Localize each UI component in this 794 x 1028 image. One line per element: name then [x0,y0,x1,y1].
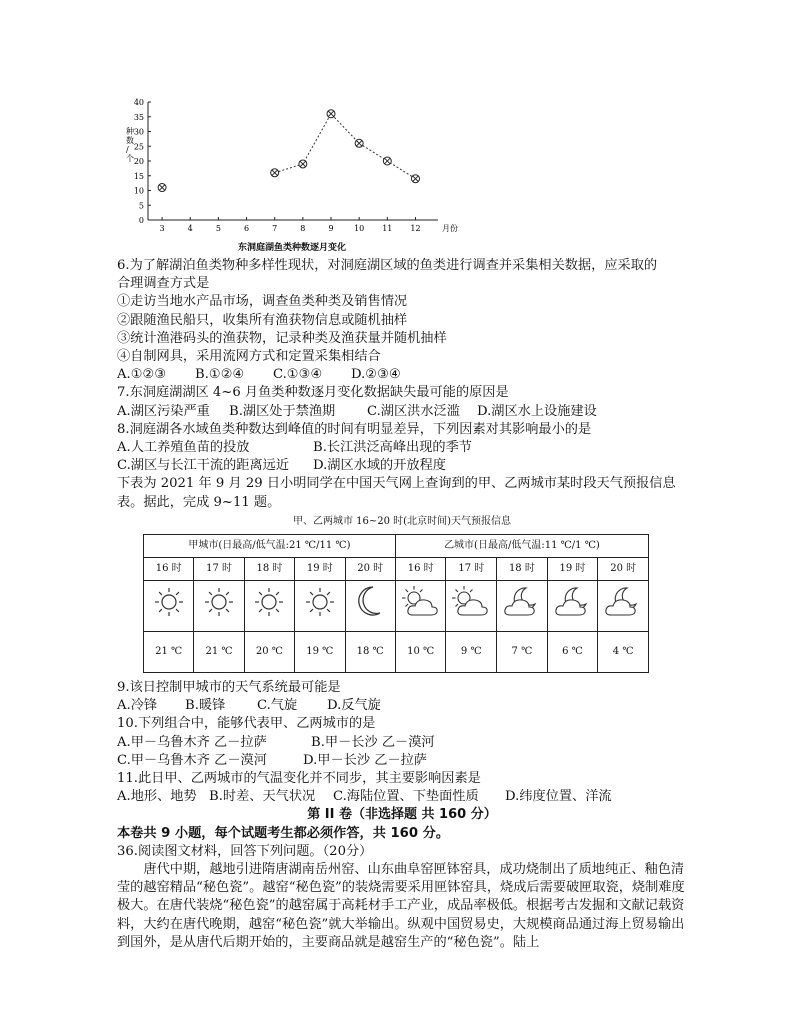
q10-choice-b[interactable]: B.甲－长沙 乙－漠河 [311,734,435,750]
temp-cell: 9 ℃ [446,632,497,673]
icon-cell [395,581,446,632]
y-axis-label: 种数/个 [126,127,134,163]
city-b-header: 乙城市(日最高/低气温:11 ℃/1 ℃) [395,535,648,558]
sun-cloud-icon [401,585,441,626]
q6-choice-b[interactable]: B.①②④ [195,367,245,383]
x-tick-label: 11 [382,224,393,233]
x-tick-label: 8 [300,224,306,233]
series-line [275,114,416,179]
chart-plot [118,92,458,242]
q6-choice-d[interactable]: D.②③④ [351,367,401,383]
weather-table-title: 甲、乙两城市 16~20 时(北京时间)天气预报信息 [293,515,511,527]
q7-choice-d[interactable]: D.湖区水上设施建设 [477,403,597,419]
q10-stem: 10.下列组合中，能够代表甲、乙两城市的是 [117,716,376,732]
q7-stem: 7.东洞庭湖湖区 4~6 月鱼类种数逐月变化数据缺失最可能的原因是 [117,385,509,401]
sun-icon [202,585,236,626]
q6-choice-c[interactable]: C.①③④ [273,367,323,383]
hour-cell: 18 时 [497,558,548,581]
x-tick-label: 7 [272,224,278,233]
q11-choice-b[interactable]: B.时差、天气状况 [209,789,316,805]
sun-icon [152,585,186,626]
intro-line1: 下表为 2021 年 9 月 29 日小明同学在中国天气网上查询到的甲、乙两城市某时段天气预报信息 [117,476,676,492]
q8-choice-a[interactable]: A.人工养殖鱼苗的投放 [117,440,250,456]
q11-choice-d[interactable]: D.纬度位置、洋流 [505,789,612,805]
q6-option-3: ③统计渔港码头的渔获物，记录种类及渔获量并随机抽样 [117,330,447,346]
q11-stem: 11.此日甲、乙两城市的气温变化并不同步，其主要影响因素是 [117,771,481,787]
hour-cell: 16 时 [395,558,446,581]
temp-cell: 6 ℃ [547,632,598,673]
temp-cell: 4 ℃ [598,632,649,673]
temp-cell: 21 ℃ [144,632,194,673]
q9-choice-a[interactable]: A.冷锋 [117,698,158,714]
q9-choice-b[interactable]: B.暖锋 [185,698,226,714]
hour-cell: 20 时 [345,558,395,581]
temp-cell: 7 ℃ [497,632,548,673]
icon-cell [244,581,294,632]
y-tick-label: 15 [133,171,144,181]
temp-cell: 19 ℃ [295,632,345,673]
moon-icon [353,584,387,627]
x-tick-label: 6 [243,224,250,233]
temp-cell: 21 ℃ [194,632,244,673]
q10-choices-row2 [117,752,687,770]
q10-choice-a[interactable]: A.甲－乌鲁木齐 乙－拉萨 [117,734,267,750]
hours-row [144,558,649,581]
q8-choices-row2 [117,457,687,475]
q11-choice-a[interactable]: A.地形、地势 [117,789,197,805]
x-tick-label: 9 [328,224,334,233]
icon-cell [547,581,598,632]
moon-cloud-icon [603,585,643,626]
q11-choice-c[interactable]: C.海陆位置、下垫面性质 [333,789,479,805]
icon-cell [446,581,497,632]
icon-cell [144,581,194,632]
hour-cell: 17 时 [446,558,497,581]
exam-content [117,257,687,952]
q6-choices [117,366,687,384]
intro-line2: 表。据此，完成 9~11 题。 [117,494,281,510]
q10-choice-c[interactable]: C.甲－乌鲁木齐 乙－漠河 [117,752,267,768]
icons-row [144,581,649,632]
icon-cell [598,581,649,632]
sun-cloud-icon [451,585,491,626]
hour-cell: 19 时 [547,558,598,581]
hour-cell: 19 时 [295,558,345,581]
y-tick-label: 20 [133,157,144,166]
q11-choices [117,788,687,806]
part2-title: 第 II 卷（非选择题 共 160 分） [307,807,497,823]
y-tick-label: 10 [133,186,144,196]
q6-choice-a[interactable]: A.①②③ [117,367,167,383]
x-axis-label: 月份 [442,224,458,233]
x-tick-label: 10 [354,224,365,233]
x-tick-label: 5 [215,224,221,233]
q9-choices [117,697,687,715]
x-tick-label: 12 [410,224,421,233]
q8-choice-c[interactable]: C.湖区与长江干流的距离远近 [117,458,290,474]
q6-option-4: ④自制网具，采用流网方式和定置采集相结合 [117,349,381,365]
q6-stem-line2: 合理调查方式是 [117,276,210,292]
q9-stem: 9.该日控制甲城市的天气系统最可能是 [117,680,341,696]
temps-row [144,632,649,673]
q36-stem: 36.阅读图文材料，回答下列问题。（20分） [117,843,373,859]
y-tick-label: 40 [133,98,144,107]
y-tick-label: 35 [133,112,144,122]
q6-option-2: ②跟随渔民船只，收集所有渔获物信息或随机抽样 [117,312,408,328]
icon-cell [194,581,244,632]
temp-cell: 20 ℃ [244,632,294,673]
q6-option-1: ①走访当地水产品市场，调查鱼类种类及销售情况 [117,294,408,310]
q9-choice-c[interactable]: C.气旋 [257,698,298,714]
temp-cell: 10 ℃ [395,632,446,673]
y-tick-label: 30 [133,127,144,137]
hour-cell: 18 时 [244,558,294,581]
q6-stem-line1: 6.为了解湖泊鱼类物种多样性现状，对洞庭湖区域的鱼类进行调查并采集相关数据，应采取的 [117,258,658,273]
q7-choices [117,403,687,421]
q9-choice-d[interactable]: D.反气旋 [327,698,381,714]
hour-cell: 17 时 [194,558,244,581]
icon-cell [295,581,345,632]
y-tick-label: 5 [138,201,144,211]
q7-choice-c[interactable]: C.湖区洪水泛滥 [367,403,460,419]
q7-choice-a[interactable]: A.湖区污染严重 [117,403,210,419]
weather-table [143,534,649,673]
icon-cell [497,581,548,632]
q7-choice-b[interactable]: B.湖区处于禁渔期 [229,403,336,419]
hour-cell: 16 时 [144,558,194,581]
x-tick-label: 4 [187,224,193,233]
y-tick-label: 25 [133,142,144,152]
sun-icon [303,585,337,626]
y-tick-label: 0 [138,216,144,225]
q8-choices-row1 [117,439,687,457]
icon-cell [345,581,395,632]
part2-note: 本卷共 9 小题，每个试题考生都必须作答，共 160 分。 [117,825,450,841]
city-a-header: 甲城市(日最高/低气温:21 ℃/11 ℃) [144,535,396,558]
q8-choice-b[interactable]: B.长江洪泛高峰出现的季节 [313,440,472,456]
sun-icon [252,585,286,626]
temp-cell: 18 ℃ [345,632,395,673]
fish-species-chart [118,92,458,257]
moon-cloud-icon [553,585,593,626]
hour-cell: 20 时 [598,558,649,581]
moon-cloud-icon [502,585,542,626]
x-tick-label: 3 [159,224,165,233]
q8-stem: 8.洞庭湖各水域鱼类种数达到峰值的时间有明显差异，下列因素对其影响最小的是 [117,421,592,437]
q10-choices-row1 [117,734,687,752]
q10-choice-d[interactable]: D.甲－长沙 乙－拉萨 [303,752,427,768]
q8-choice-d[interactable]: D.湖区水域的开放程度 [313,458,446,474]
chart-title: 东洞庭湖鱼类种数逐月变化 [238,243,347,253]
q36-paragraph: 唐代中期，越地引进隋唐湖南岳州窑、山东曲阜窑匣钵窑具，成功烧制出了质地纯正、釉色清莹的越窑精品“秘色瓷”。越窑“秘色瓷”的装烧需要采用匣钵窑具，烧成后需要破匣取瓷，烧制难度极大。在唐代装烧“秘色瓷”的越窑属于高耗材手工产业，成品率极低。根据考古发掘和文献记载资料，大约在唐代晚期，越窑“秘色瓷”就大举输出。纵观中国贸易史，大规模商品通过海上贸易输出到国外，是从唐代后期开始的，主要商品就是越窑生产的“秘色瓷”。陆上 [117,862,685,950]
